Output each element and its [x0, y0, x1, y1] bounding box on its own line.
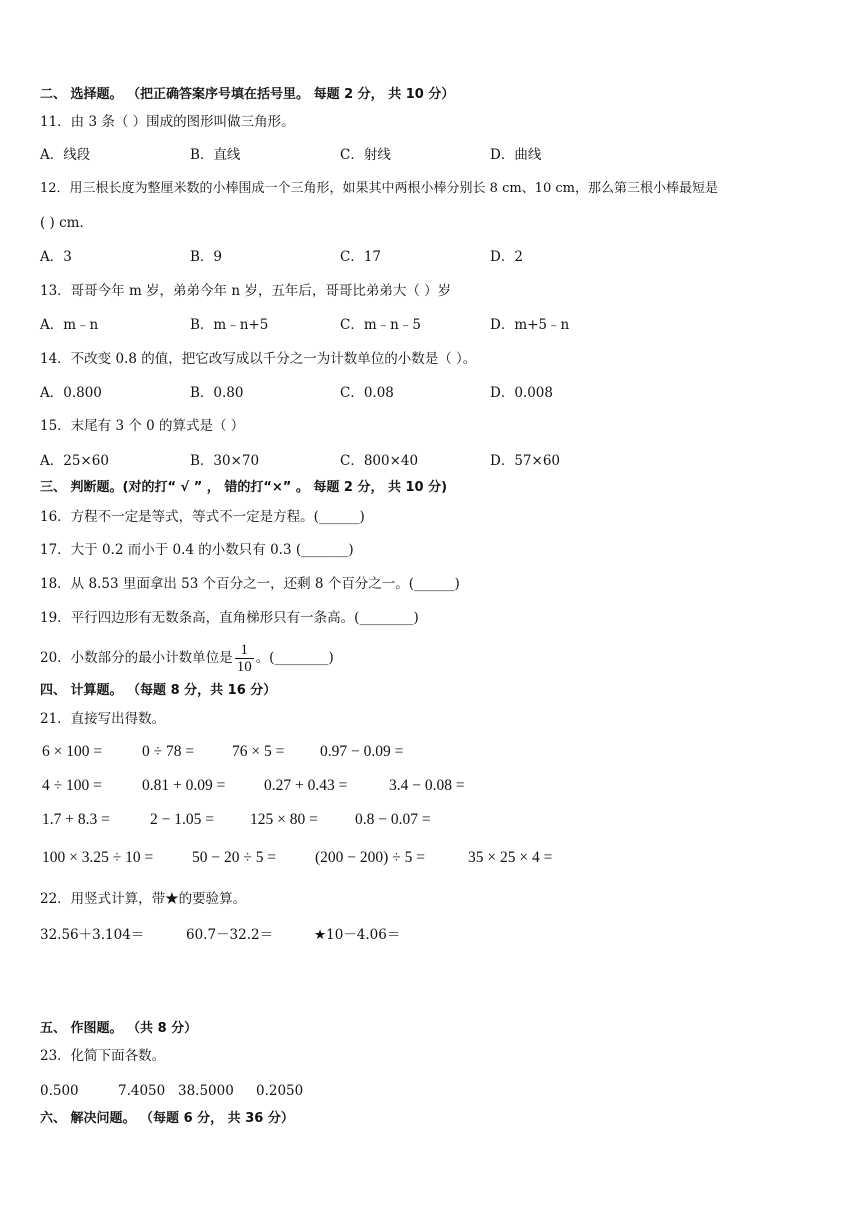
question-22: 22．用竖式计算，带★的要验算。: [40, 891, 247, 907]
vertical-calc-1: 32.56＋3.104＝: [40, 927, 145, 943]
fraction-denominator: 10: [236, 659, 252, 675]
question-11: 11．由 3 条（ ）围成的图形叫做三角形。: [40, 114, 295, 130]
calc-r1-c3: 76 × 5 =: [232, 743, 285, 760]
q12-option-b: B．9: [190, 249, 223, 265]
question-15: 15．末尾有 3 个 0 的算式是（ ）: [40, 418, 245, 434]
calc-r1-c4: 0.97 − 0.09 =: [320, 743, 404, 760]
question-21: 21．直接写出得数。: [40, 711, 166, 727]
q13-option-b: B．m﹣n+5: [190, 317, 269, 333]
q13-option-c: C．m﹣n﹣5: [340, 317, 421, 333]
q14-option-a: A．0.800: [40, 385, 102, 401]
question-20: [40, 638, 334, 678]
q11-option-b: B．直线: [190, 147, 241, 163]
vertical-calc-2: 60.7－32.2＝: [186, 927, 274, 943]
section-2-heading: 二、 选择题。 （把正确答案序号填在括号里。 每题 2 分， 共 10 分）: [40, 87, 455, 102]
fraction-numerator: 1: [235, 642, 254, 659]
question-20-text: 20．小数部分的最小计数单位是: [40, 650, 233, 666]
calc-r4-c4: 35 × 25 × 4 =: [468, 849, 553, 866]
section-6-heading: 六、 解决问题。 （每题 6 分， 共 36 分）: [40, 1111, 294, 1126]
question-17: 17．大于 0.2 而小于 0.4 的小数只有 0.3 (_______): [40, 542, 354, 558]
section-3-heading: 三、 判断题。(对的打“ √ ” ， 错的打“×” 。 每题 2 分， 共 10 分): [40, 480, 448, 495]
q14-option-b: B．0.80: [190, 385, 244, 401]
q12-option-a: A．3: [40, 249, 72, 265]
calc-r3-c1: 1.7 + 8.3 =: [42, 811, 110, 828]
q15-option-d: D．57×60: [490, 453, 560, 469]
calc-r2-c4: 3.4 − 0.08 =: [389, 777, 465, 794]
calc-r4-c1: 100 × 3.25 ÷ 10 =: [42, 849, 154, 866]
calc-r4-c3: (200 − 200) ÷ 5 =: [315, 849, 425, 866]
question-12: 12．用三根长度为整厘米数的小棒围成一个三角形，如果其中两根小棒分别长 8 cm、10 cm，那么第三根小棒最短是: [40, 181, 718, 196]
q11-option-d: D．曲线: [490, 147, 542, 163]
section-5-heading: 五、 作图题。 （共 8 分）: [40, 1021, 198, 1036]
question-16: 16．方程不一定是等式，等式不一定是方程。(______): [40, 509, 365, 525]
q12-option-d: D．2: [490, 249, 523, 265]
fraction-one-tenth: [235, 642, 254, 675]
question-23: 23．化简下面各数。: [40, 1048, 166, 1064]
q15-option-b: B．30×70: [190, 453, 260, 469]
calc-r2-c2: 0.81 + 0.09 =: [142, 777, 226, 794]
calc-r3-c3: 125 × 80 =: [250, 811, 318, 828]
q13-option-d: D．m+5﹣n: [490, 317, 570, 333]
section-4-heading: 四、 计算题。 （每题 8 分，共 16 分）: [40, 683, 277, 698]
q15-option-a: A．25×60: [40, 453, 109, 469]
simplify-item-2: 7.4050: [118, 1083, 166, 1099]
q11-option-c: C．射线: [340, 147, 391, 163]
calc-r1-c1: 6 × 100 =: [42, 743, 103, 760]
calc-r1-c2: 0 ÷ 78 =: [142, 743, 195, 760]
question-19: 19．平行四边形有无数条高，直角梯形只有一条高。(________): [40, 610, 419, 626]
q14-option-c: C．0.08: [340, 385, 394, 401]
q12-option-c: C．17: [340, 249, 382, 265]
q14-option-d: D．0.008: [490, 385, 553, 401]
question-18: 18．从 8.53 里面拿出 53 个百分之一，还剩 8 个百分之一。(______): [40, 576, 460, 592]
simplify-item-4: 0.2050: [256, 1083, 304, 1099]
q15-option-c: C．800×40: [340, 453, 419, 469]
question-13: 13．哥哥今年 m 岁，弟弟今年 n 岁，五年后，哥哥比弟弟大（ ）岁: [40, 283, 452, 299]
calc-r3-c4: 0.8 − 0.07 =: [355, 811, 431, 828]
question-20-blank: 。(________): [255, 650, 334, 666]
q13-option-a: A．m﹣n: [40, 317, 99, 333]
vertical-calc-3: ★10－4.06＝: [314, 927, 401, 943]
calc-r2-c1: 4 ÷ 100 =: [42, 777, 102, 794]
question-14: 14．不改变 0.8 的值，把它改写成以千分之一为计数单位的小数是（ ）。: [40, 351, 477, 367]
simplify-item-3: 38.5000: [178, 1083, 234, 1099]
calc-r3-c2: 2 − 1.05 =: [150, 811, 214, 828]
calc-r2-c3: 0.27 + 0.43 =: [264, 777, 348, 794]
q11-option-a: A．线段: [40, 147, 91, 163]
simplify-item-1: 0.500: [40, 1083, 79, 1099]
calc-r4-c2: 50 − 20 ÷ 5 =: [192, 849, 277, 866]
question-12-continuation: ( ) cm．: [40, 215, 93, 231]
